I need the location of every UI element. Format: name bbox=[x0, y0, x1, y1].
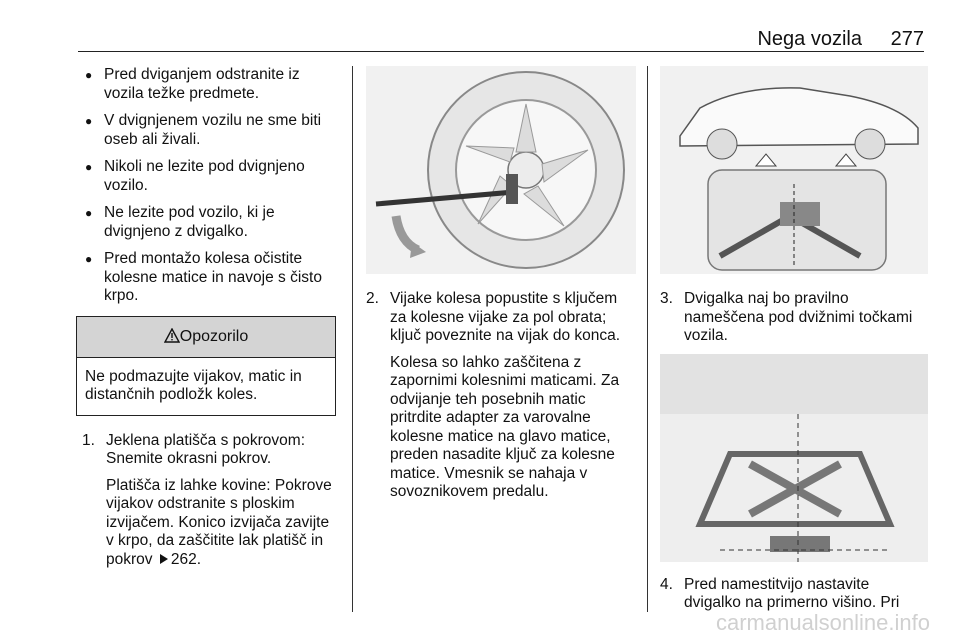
page-reference-icon bbox=[160, 554, 168, 564]
step-2 bbox=[366, 290, 636, 502]
column-divider-1 bbox=[352, 66, 353, 612]
step-3 bbox=[660, 290, 928, 346]
column-3 bbox=[660, 66, 928, 621]
page-header-title: Nega vozila bbox=[757, 28, 862, 50]
warning-triangle-icon bbox=[164, 328, 180, 343]
step-text-body: Platišča iz lahke kovine: Pokrove vijakov odstranite s ploskim izvijačem. Konico izvijača zavijte v krpo, da zaščitite lak platišč in pokrov bbox=[106, 476, 332, 568]
warning-title: Opozorilo bbox=[179, 327, 249, 345]
column-divider-2 bbox=[647, 66, 648, 612]
header-rule bbox=[78, 51, 924, 52]
bullet-item: ● Pred dviganjem odstranite iz vozila težke predmete. bbox=[82, 66, 340, 103]
column-2 bbox=[366, 66, 636, 510]
step-number: 1. bbox=[82, 431, 95, 449]
bullet-item: ● Ne lezite pod vozilo, ki je dvignjeno z dvigalko. bbox=[82, 204, 340, 241]
step-4 bbox=[660, 576, 928, 613]
wheel-wrench-illustration bbox=[366, 66, 636, 274]
warning-box bbox=[76, 316, 336, 416]
bullet-item: ● Pred montažo kolesa očistite kolesne matice in navoje s čisto krpo. bbox=[82, 250, 340, 306]
bullet-item: ● Nikoli ne lezite pod dvignjeno vozilo. bbox=[82, 158, 340, 195]
step-number: 3. bbox=[660, 290, 673, 307]
scissor-jack-illustration bbox=[660, 354, 928, 562]
step-text-2 bbox=[106, 477, 340, 570]
step-number: 4. bbox=[660, 575, 673, 593]
step-text: Vijake kolesa popustite s ključem za kolesne vijake za pol obrata; ključ poveznite na vijak do konca. bbox=[390, 290, 621, 344]
step-number: 2. bbox=[366, 290, 379, 307]
step-text: Jeklena platišča s pokrovom: Snemite okrasni pokrov. bbox=[106, 431, 306, 467]
warning-body: Ne podmazujte vijakov, matic in distančnih podložk koles. bbox=[85, 367, 302, 403]
step-text-2: Kolesa so lahko zaščitena z zapornimi kolesnimi maticami. Za odvijanje teh posebnih matic pritrdite adapter za varovalne kolesne matice na glavo matice, preden nasadite ključ za kolesne matice. Vmesnik se nahaja v sovoznikovem predalu. bbox=[390, 353, 620, 500]
page-number: 277 bbox=[890, 28, 924, 50]
page-reference: 262. bbox=[170, 550, 202, 568]
watermark: carmanualsonline.info bbox=[715, 610, 930, 635]
car-lifting-points-illustration bbox=[660, 66, 928, 274]
step-text: Dvigalka naj bo pravilno nameščena pod dvižnimi točkami vozila. bbox=[684, 290, 913, 344]
bullet-item: ● V dvignjenem vozilu ne sme biti oseb ali živali. bbox=[82, 112, 340, 149]
column-1 bbox=[82, 66, 340, 577]
step-1 bbox=[82, 432, 340, 570]
step-text: Pred namestitvijo nastavite dvigalko na primerno višino. Pri bbox=[684, 575, 900, 611]
warning-header bbox=[77, 317, 335, 358]
